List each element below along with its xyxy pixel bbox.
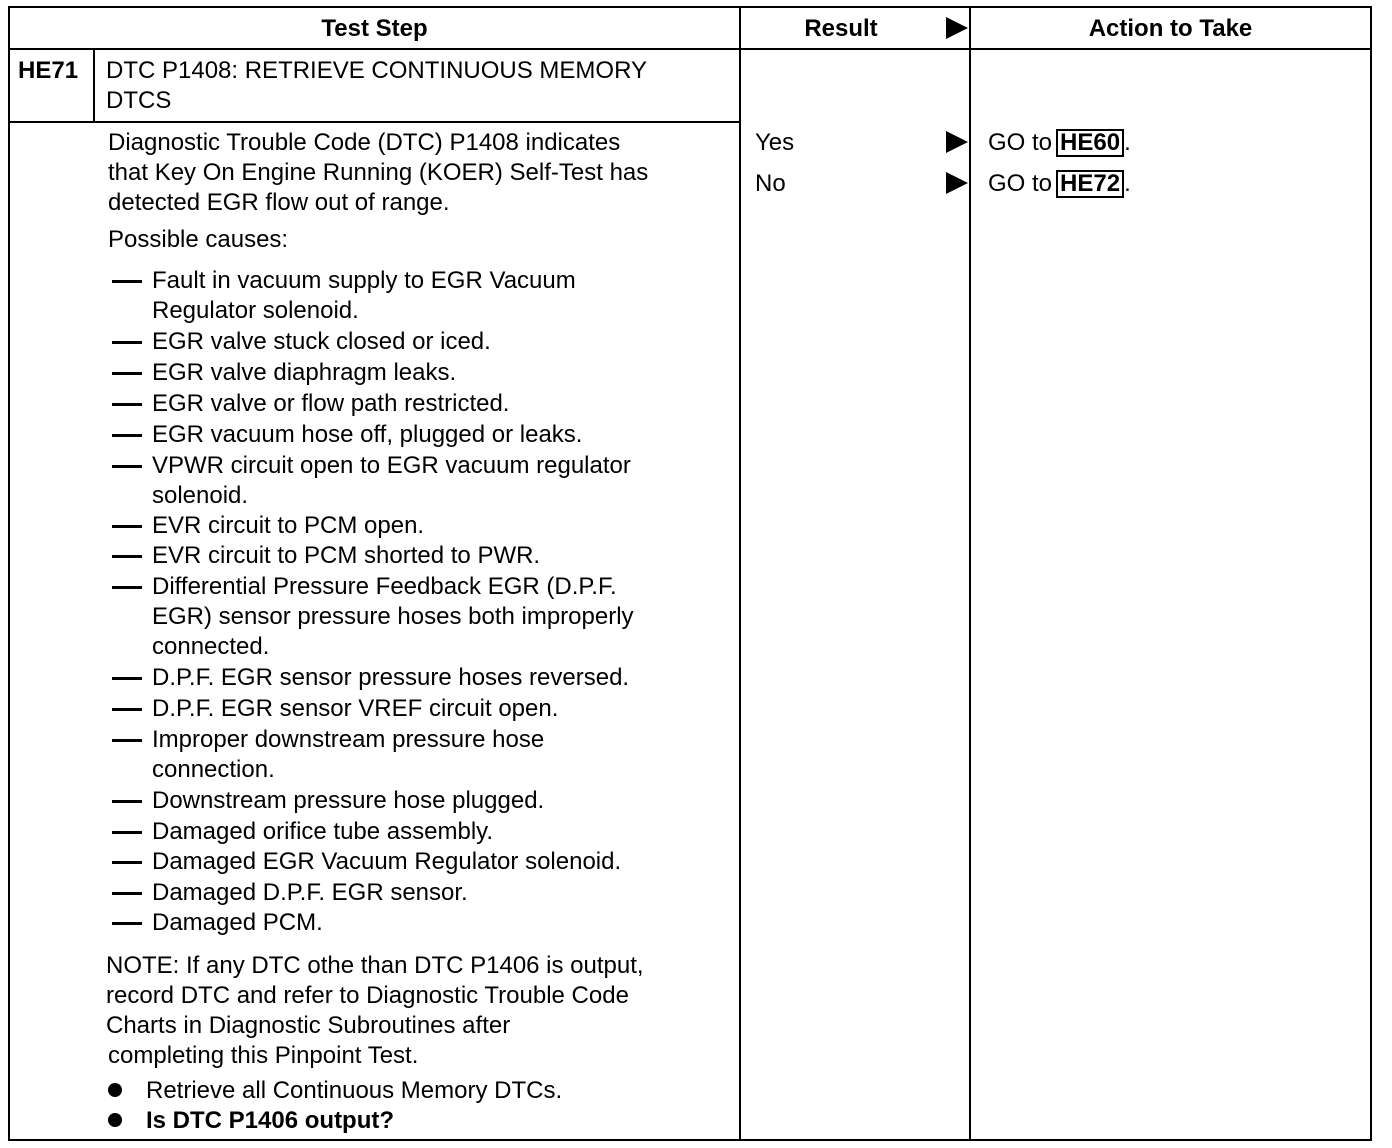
table-border-left <box>8 6 10 1141</box>
header-test-step: Test Step <box>321 15 428 42</box>
header-result: Result <box>804 15 878 42</box>
note-line: completing this Pinpoint Test. <box>108 1042 419 1069</box>
cause-item-continued: Regulator solenoid. <box>152 297 359 324</box>
action-yes <box>988 128 1131 158</box>
cause-item-continued: EGR) sensor pressure hoses both improperly <box>152 603 634 630</box>
dash-icon <box>112 892 142 895</box>
bullet-question: Is DTC P1406 output? <box>146 1107 395 1134</box>
note-line: record DTC and refer to Diagnostic Trouble Code <box>106 982 629 1009</box>
intro-line: that Key On Engine Running (KOER) Self-Test has <box>108 159 649 186</box>
bullet-instruction: Retrieve all Continuous Memory DTCs. <box>146 1077 563 1104</box>
cause-item: D.P.F. EGR sensor pressure hoses reversed. <box>152 664 630 691</box>
intro-line: detected EGR flow out of range. <box>108 189 450 216</box>
cause-item: Damaged PCM. <box>152 909 323 936</box>
header-arrow-icon <box>946 17 968 39</box>
note-line: Charts in Diagnostic Subroutines after <box>106 1012 511 1039</box>
dash-icon <box>112 586 142 589</box>
dash-icon <box>112 372 142 375</box>
column-divider-action <box>969 6 971 1141</box>
dash-icon <box>112 403 142 406</box>
dash-icon <box>112 525 142 528</box>
note-line: NOTE: If any DTC othe than DTC P1406 is output, <box>106 952 644 979</box>
dash-icon <box>112 555 142 558</box>
reference-link-he60[interactable]: HE60 <box>1056 129 1124 157</box>
action-period: . <box>1124 170 1131 197</box>
action-go-to-text: GO to <box>988 170 1053 197</box>
cause-item: EGR valve diaphragm leaks. <box>152 359 457 386</box>
cause-item-continued: connected. <box>152 633 270 660</box>
dash-icon <box>112 341 142 344</box>
table-border-top <box>8 6 1372 8</box>
dash-icon <box>112 831 142 834</box>
dash-icon <box>112 861 142 864</box>
result-arrow-icon <box>946 131 968 153</box>
cause-item: Damaged EGR Vacuum Regulator solenoid. <box>152 848 622 875</box>
intro-line: Diagnostic Trouble Code (DTC) P1408 indicates <box>108 129 621 156</box>
cause-item: EVR circuit to PCM open. <box>152 512 425 539</box>
step-title-line-2: DTCS <box>106 87 172 114</box>
cause-item: Improper downstream pressure hose <box>152 726 545 753</box>
bullet-icon <box>108 1113 122 1127</box>
result-no-label: No <box>755 170 786 197</box>
reference-link-he72[interactable]: HE72 <box>1056 170 1124 198</box>
cause-item: D.P.F. EGR sensor VREF circuit open. <box>152 695 559 722</box>
dash-icon <box>112 800 142 803</box>
step-id: HE71 <box>18 57 79 84</box>
table-border-bottom <box>8 1139 1372 1141</box>
action-period: . <box>1124 129 1131 156</box>
cause-item: EVR circuit to PCM shorted to PWR. <box>152 542 541 569</box>
cause-item: Damaged orifice tube assembly. <box>152 818 494 845</box>
bullet-icon <box>108 1083 122 1097</box>
cause-item: EGR valve or flow path restricted. <box>152 390 510 417</box>
dash-icon <box>112 465 142 468</box>
cause-item: VPWR circuit open to EGR vacuum regulator <box>152 452 631 479</box>
result-yes-label: Yes <box>755 129 795 156</box>
cause-item: Differential Pressure Feedback EGR (D.P.F. <box>152 573 617 600</box>
dash-icon <box>112 708 142 711</box>
cause-item: EGR vacuum hose off, plugged or leaks. <box>152 421 583 448</box>
cause-item: Downstream pressure hose plugged. <box>152 787 545 814</box>
step-title-underline <box>8 121 741 123</box>
header-action-to-take: Action to Take <box>1088 15 1253 42</box>
column-divider-result <box>739 6 741 1141</box>
dash-icon <box>112 280 142 283</box>
cause-item-continued: connection. <box>152 756 275 783</box>
cause-item-continued: solenoid. <box>152 482 249 509</box>
action-no <box>988 169 1131 199</box>
step-id-divider <box>93 48 95 122</box>
step-title-line-1: DTC P1408: RETRIEVE CONTINUOUS MEMORY <box>106 57 647 84</box>
cause-item: Damaged D.P.F. EGR sensor. <box>152 879 468 906</box>
table-border-right <box>1370 6 1372 1141</box>
dash-icon <box>112 434 142 437</box>
dash-icon <box>112 922 142 925</box>
cause-item: Fault in vacuum supply to EGR Vacuum <box>152 267 576 294</box>
result-arrow-icon <box>946 172 968 194</box>
dash-icon <box>112 739 142 742</box>
cause-item: EGR valve stuck closed or iced. <box>152 328 491 355</box>
dash-icon <box>112 677 142 680</box>
action-go-to-text: GO to <box>988 129 1053 156</box>
possible-causes-label: Possible causes: <box>108 226 289 253</box>
header-separator <box>8 48 1372 50</box>
